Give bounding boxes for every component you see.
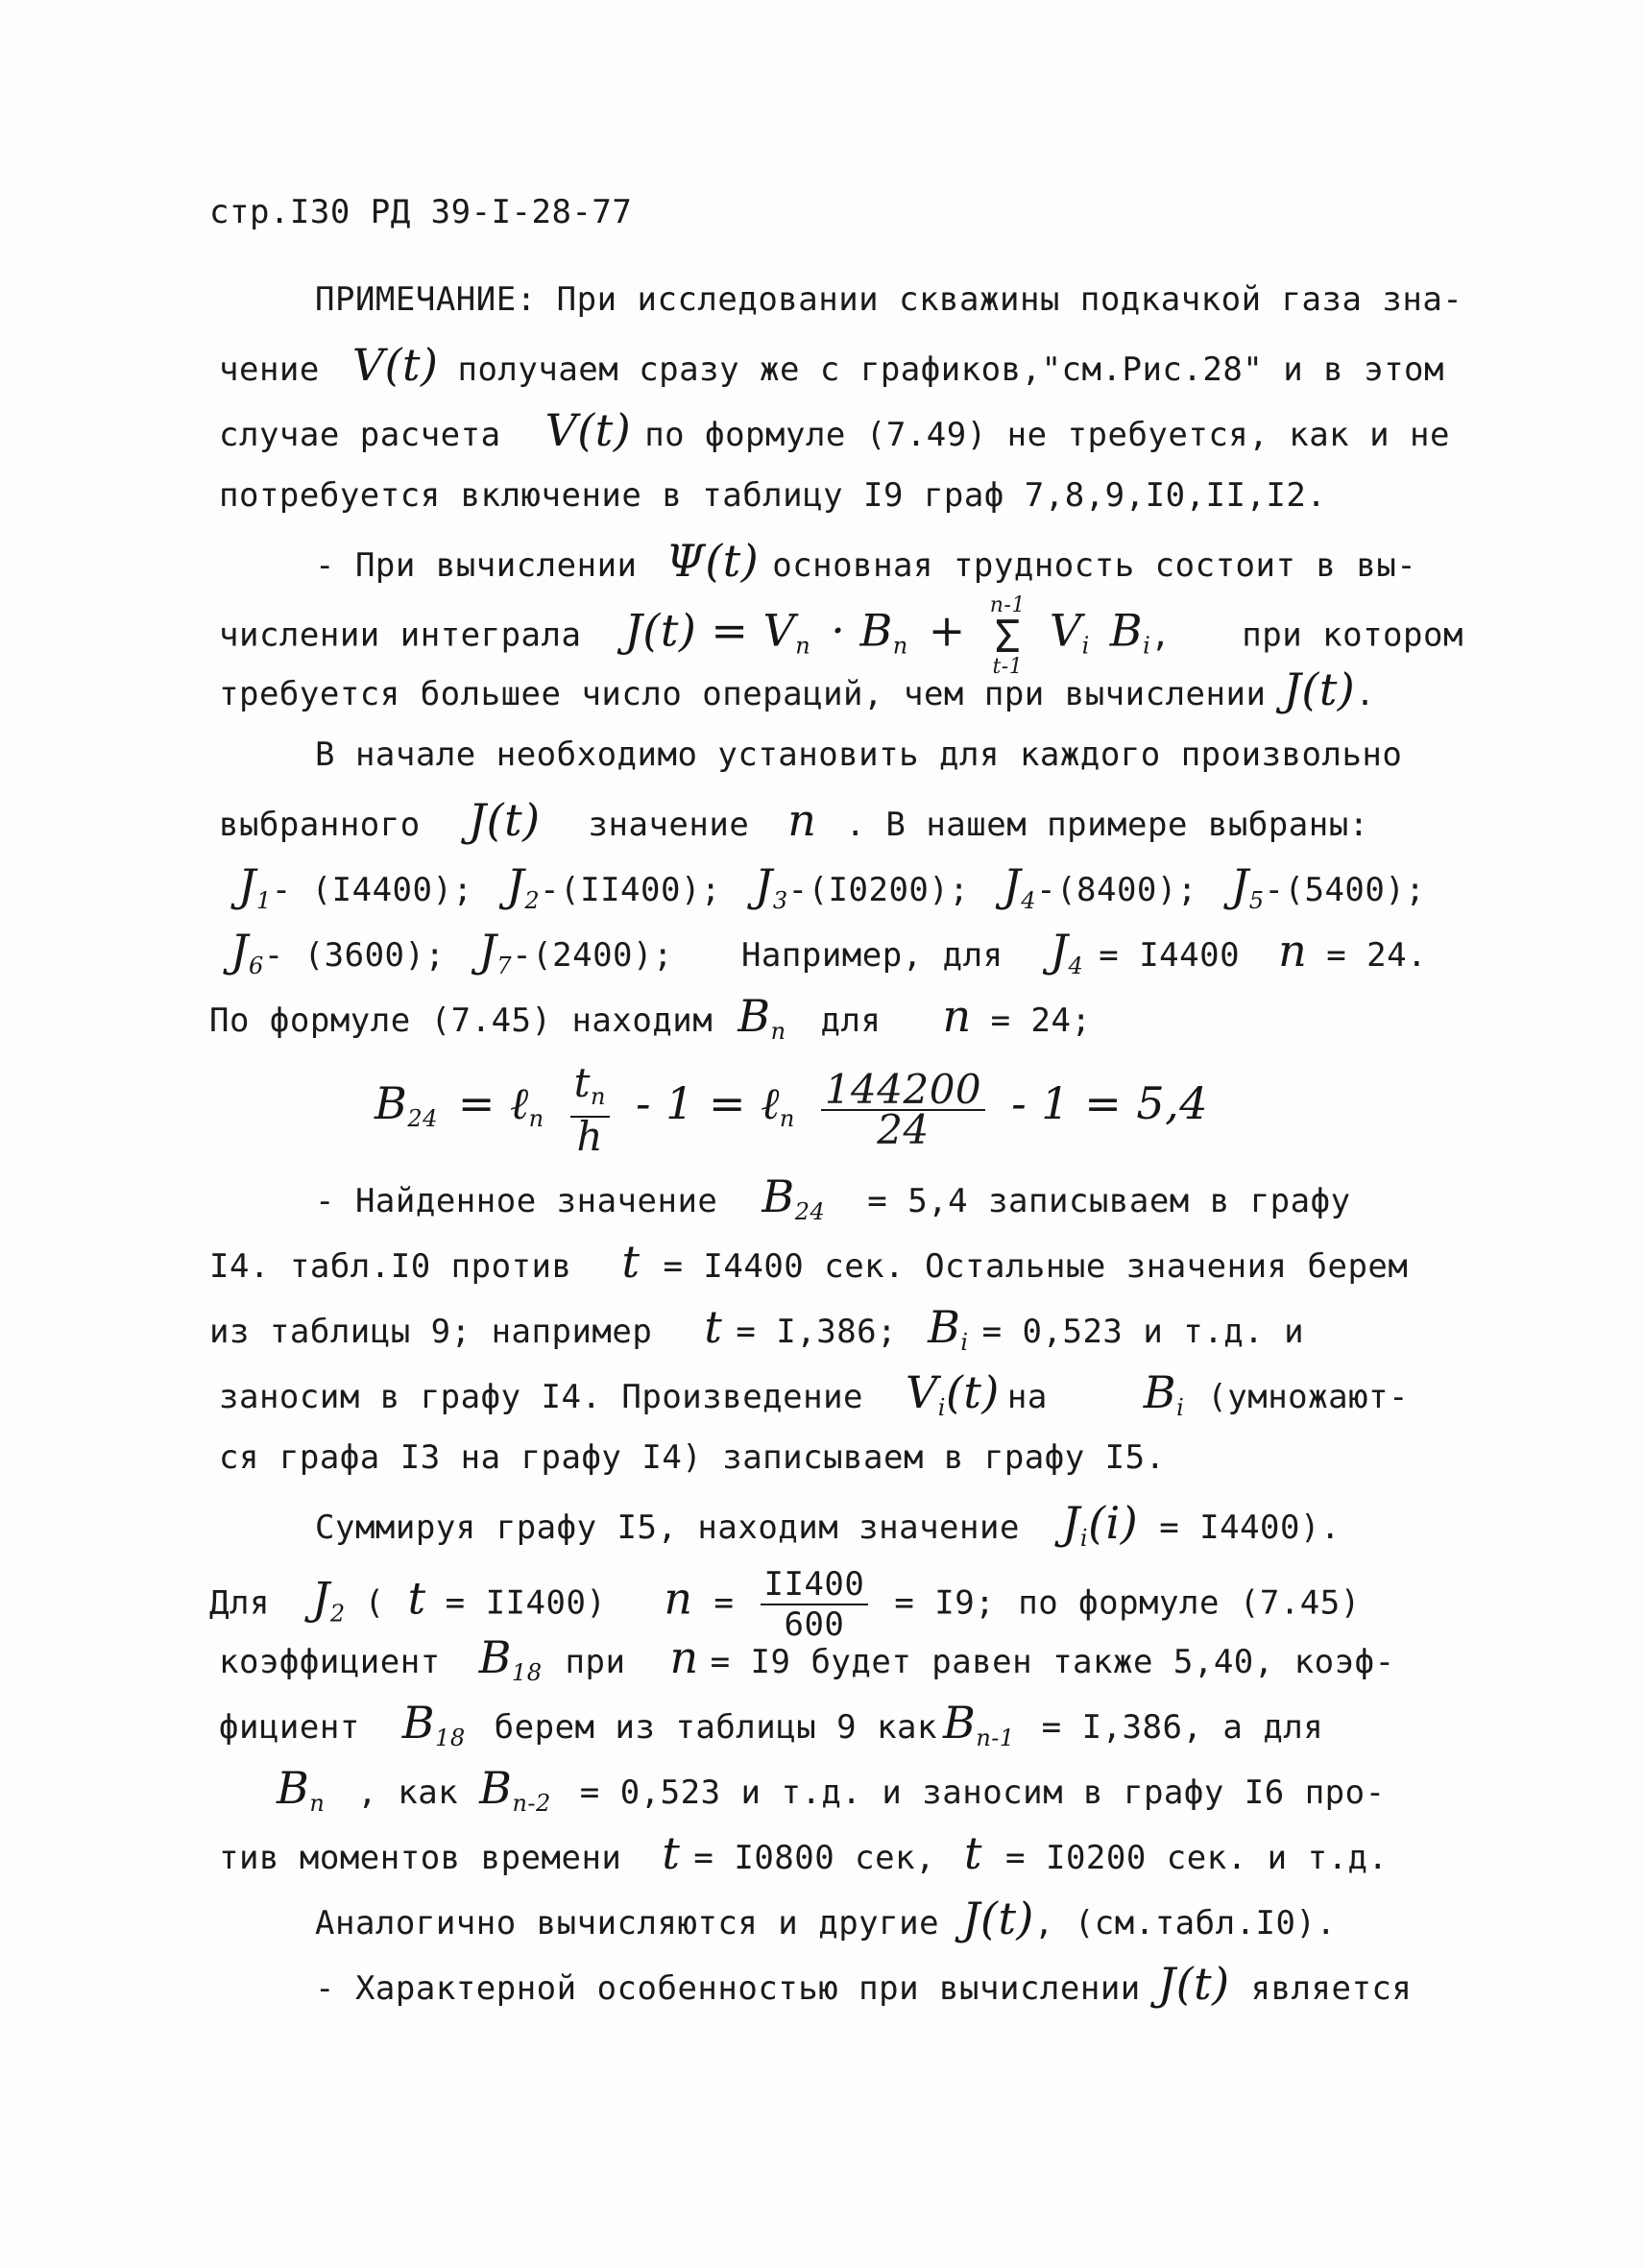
symbol-b: B (478, 1631, 512, 1683)
symbol-j: J (478, 925, 497, 977)
paragraph-line-5 (315, 535, 1417, 589)
text: Например, для (740, 936, 1003, 975)
fraction-denominator: 600 (784, 1605, 845, 1644)
paragraph-line-21 (219, 1631, 1395, 1696)
subscript-3: 3 (772, 887, 788, 914)
subscript-i: i (937, 1394, 946, 1421)
text: = 24. (1326, 936, 1428, 975)
sum-lower-limit: t-1 (992, 655, 1024, 679)
text: , как (357, 1773, 459, 1812)
fraction-numerator: II400 (761, 1565, 869, 1605)
fraction-denominator: 24 (877, 1105, 930, 1153)
formula-psi-t: Ψ(t) (665, 535, 760, 587)
note-line-2 (219, 339, 1444, 393)
text: I4. табл.I0 против (209, 1247, 572, 1286)
display-equation-b24 (375, 1060, 1208, 1162)
subscript-i: i (960, 1329, 969, 1356)
paragraph-line-23 (277, 1762, 1386, 1826)
formula-j-t: J(t) (468, 794, 541, 846)
text: выбранного (219, 806, 421, 844)
subscript-i: i (1176, 1394, 1185, 1421)
subscript-n: n (528, 1105, 544, 1132)
text: значение (588, 806, 750, 844)
symbol-j: J (1230, 859, 1249, 911)
text: = I,386; (736, 1313, 898, 1351)
formula-j-t: J(t) (1283, 664, 1356, 715)
text: коэффициент (219, 1643, 441, 1681)
text: -(2400); (512, 936, 673, 975)
text: по формуле (7.45) (1018, 1583, 1361, 1623)
text: на (1006, 1378, 1048, 1416)
formula-j-t: J(t) (1157, 1958, 1230, 2010)
note-line-4: потребуется включение в таблицу I9 граф 7,8,9,I0,II,I2. (219, 476, 1327, 515)
subscript-18: 18 (511, 1659, 543, 1686)
formula-integral-lhs: J(t) = V (624, 604, 796, 657)
fraction-11400-over-600 (761, 1565, 869, 1644)
paragraph-line-7 (219, 666, 1375, 717)
text: -(I0200); (787, 871, 970, 909)
formula-b-n: · B (831, 604, 893, 657)
subscript-n: n (770, 1018, 786, 1045)
paragraph-line-25 (315, 1895, 1336, 1946)
subscript-n-1: n-1 (976, 1725, 1015, 1751)
text: = I4400). (1159, 1508, 1341, 1547)
text: , (см.табл.I0). (1033, 1904, 1337, 1942)
text: числении интеграла (219, 615, 582, 655)
symbol-j: J (311, 1572, 330, 1625)
text: требуется большее число операций, чем при вычислении (219, 675, 1267, 713)
symbol-b: B (1143, 1366, 1177, 1418)
text: чение (219, 350, 320, 389)
symbol-j: J (230, 925, 249, 977)
subscript-i: i (1081, 632, 1090, 660)
text: по формуле (7.49) не требуется, как и не (644, 416, 1450, 454)
text: случае расчета (219, 416, 501, 454)
text: -(5400); (1264, 871, 1426, 909)
subscript-24: 24 (407, 1105, 438, 1132)
subscript-4: 4 (1021, 887, 1037, 914)
text: = 0,523 и т.д. и заносим в графу I6 про- (579, 1773, 1386, 1812)
symbol-j: J (1050, 925, 1069, 977)
subscript-n: n (795, 632, 811, 660)
ln-sign: = ℓ (457, 1077, 529, 1129)
subscript-2: 2 (329, 1600, 346, 1628)
paragraph-line-14 (315, 1170, 1351, 1235)
paragraph-line-24 (219, 1827, 1389, 1881)
subscript-2: 2 (524, 887, 541, 914)
text: заносим в графу I4. Произведение (219, 1378, 864, 1416)
subscript-n: n (892, 632, 908, 660)
symbol-n: n (669, 1631, 699, 1683)
symbol-b: B (401, 1697, 436, 1749)
paragraph-line-11 (230, 925, 1428, 989)
paragraph-line-26 (315, 1958, 1413, 2012)
text: - Характерной особенностью при вычислении (315, 1969, 1141, 2008)
text: получаем сразу же с графиков,"см.Рис.28" и в этом (457, 350, 1444, 389)
subscript-6: 6 (248, 953, 264, 979)
paragraph-line-10 (238, 859, 1426, 924)
note-line-1: ПРИМЕЧАНИЕ: При исследовании скважины подкачкой газа зна- (315, 280, 1463, 319)
plus-sign: + (928, 604, 966, 657)
text: = I0800 сек, (693, 1839, 936, 1877)
text: -(II400); (540, 871, 721, 909)
note-line-3 (219, 404, 1450, 458)
symbol-b: B (479, 1762, 513, 1814)
formula-paren-i: (i) (1088, 1497, 1139, 1549)
symbol-b: B (375, 1077, 408, 1129)
subscript-4: 4 (1068, 953, 1084, 979)
text: ( (364, 1583, 385, 1623)
symbol-n: n (787, 794, 817, 846)
text: - Найденное значение (315, 1182, 718, 1220)
subscript-n-2: n-2 (512, 1790, 551, 1817)
fraction-numerator: $t_n$ (570, 1064, 610, 1118)
symbol-b: B (737, 990, 771, 1042)
subscript-i: i (1143, 632, 1151, 660)
text: при (565, 1643, 626, 1681)
text: = I,386, а для (1041, 1708, 1324, 1747)
fraction-numeric (821, 1065, 985, 1153)
symbol-n: n (1278, 925, 1308, 977)
subscript-7: 7 (496, 953, 513, 979)
text: = II400) (445, 1583, 607, 1623)
symbol-n: n (664, 1572, 693, 1625)
sum-symbol: Σ (994, 611, 1022, 663)
text: . В нашем примере выбраны: (845, 806, 1369, 844)
text: = (713, 1583, 735, 1623)
paragraph-line-18: ся графа I3 на графу I4) записываем в графу I5. (219, 1438, 1166, 1477)
symbol-b: B (943, 1697, 977, 1749)
symbol-b: B (762, 1170, 795, 1222)
text: Для (209, 1583, 270, 1623)
formula-b-i: B (1109, 604, 1144, 657)
text: - При вычислении (315, 546, 638, 585)
symbol-v: V (906, 1366, 938, 1418)
text: = I9 будет равен также 5,40, коэф- (710, 1643, 1395, 1681)
symbol-j: J (1061, 1497, 1080, 1549)
subscript-i: i (1079, 1525, 1089, 1552)
text: тив моментов времени (219, 1839, 622, 1877)
text: . (1355, 675, 1376, 713)
subscript-24: 24 (794, 1198, 826, 1225)
subscript-n: n (779, 1105, 795, 1132)
symbol-t: t (662, 1827, 681, 1879)
text: - (I4400); (271, 871, 473, 909)
minus-one-ln: - 1 = ℓ (635, 1077, 780, 1129)
paragraph-line-12 (209, 990, 1092, 1054)
text: = I0200 сек. и т.д. (1005, 1839, 1389, 1877)
sum-upper-limit: n-1 (989, 593, 1026, 617)
text: = 24; (990, 1001, 1092, 1040)
text: фициент (219, 1708, 360, 1747)
symbol-j: J (506, 859, 525, 911)
fraction-t-over-h (570, 1058, 610, 1160)
paragraph-line-22 (219, 1697, 1324, 1761)
symbol-t: t (964, 1827, 983, 1879)
text: = I9; (894, 1583, 996, 1623)
equation-result: - 1 = 5,4 (1011, 1077, 1209, 1129)
paragraph-line-9 (219, 794, 1369, 848)
symbol-t: t (704, 1301, 723, 1353)
text: = I4400 (1099, 936, 1241, 975)
paragraph-line-20 (209, 1565, 1361, 1644)
text: является (1250, 1969, 1413, 2008)
symbol-b: B (277, 1762, 310, 1814)
subscript-5: 5 (1248, 887, 1265, 914)
symbol-j: J (1003, 859, 1022, 911)
symbol-n: n (942, 990, 972, 1042)
symbol-b: B (928, 1301, 961, 1353)
fraction-numerator: 144200 (821, 1071, 985, 1111)
text: (умножают- (1207, 1378, 1409, 1416)
text: Аналогично вычисляются и другие (315, 1904, 940, 1942)
formula-j-t: J(t) (962, 1893, 1034, 1944)
text: - (3600); (263, 936, 446, 975)
paragraph-line-16 (209, 1301, 1305, 1365)
text: = 5,4 записываем в графу (867, 1182, 1351, 1220)
text: основная трудность состоит в вы- (772, 546, 1417, 585)
paragraph-line-8: В начале необходимо установить для каждого произвольно (315, 736, 1403, 774)
text: = I4400 сек. Остальные значения берем (663, 1247, 1409, 1286)
text: = 0,523 и т.д. и (981, 1313, 1305, 1351)
paragraph-line-19 (315, 1497, 1341, 1561)
paragraph-line-17 (219, 1366, 1409, 1431)
symbol-t: t (407, 1572, 426, 1625)
subscript-1: 1 (255, 887, 272, 914)
text: По формуле (7.45) находим (209, 1001, 713, 1040)
subscript-n: n (309, 1790, 326, 1817)
symbol-j: J (754, 859, 773, 911)
formula-v-t: V(t) (351, 339, 439, 391)
text: -(8400); (1036, 871, 1197, 909)
symbol-j: J (238, 859, 256, 911)
text: из таблицы 9; например (209, 1313, 653, 1351)
formula-v-i-t: (t) (945, 1366, 1000, 1418)
page-header: стр.I30 РД 39-I-28-77 (209, 193, 633, 231)
text: Суммируя графу I5, находим значение (315, 1508, 1020, 1547)
fraction-denominator: h (576, 1112, 604, 1160)
paragraph-line-15 (209, 1236, 1409, 1290)
text: для (820, 1001, 882, 1040)
formula-v-t: V(t) (544, 404, 632, 456)
formula-v-i: V (1049, 604, 1082, 657)
text: берем из таблицы 9 как (494, 1708, 937, 1747)
subscript-18: 18 (435, 1725, 466, 1751)
text: , (1150, 615, 1172, 655)
symbol-t: t (621, 1236, 641, 1288)
text: при котором (1242, 615, 1463, 655)
